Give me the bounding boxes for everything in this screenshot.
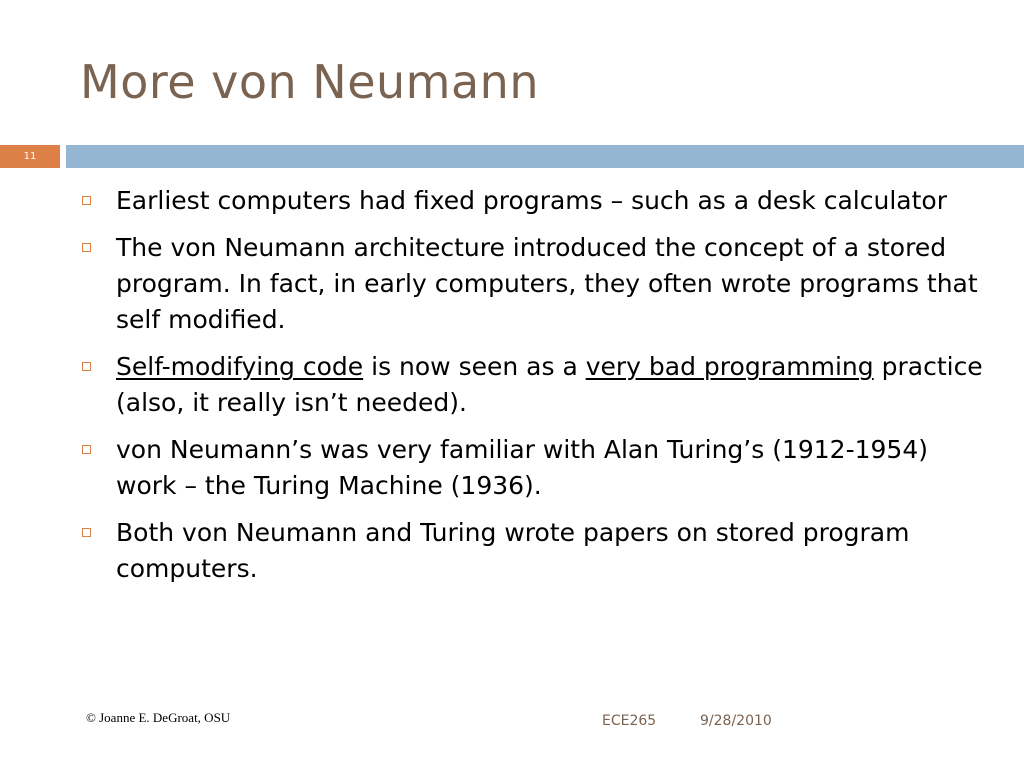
bullet-text: von Neumann’s was very familiar with Alan Turing’s (1912-1954) work – the Turing Machine (1936). — [116, 435, 928, 500]
bullet-item — [80, 515, 990, 587]
hollow-square-icon — [82, 196, 91, 205]
slide-number: 11 — [0, 145, 60, 168]
hollow-square-icon — [82, 445, 91, 454]
hollow-square-icon — [82, 528, 91, 537]
bullet-item — [80, 183, 990, 219]
footer-copyright: © Joanne E. DeGroat, OSU — [86, 710, 231, 725]
bullet-text: Earliest computers had fixed programs – such as a desk calculator — [116, 186, 947, 215]
bullet-text: Both von Neumann and Turing wrote papers on stored program computers. — [116, 518, 910, 583]
underlined-term-very-bad-programming: very bad programming — [585, 352, 874, 381]
bullet-text: practice (also, it really isn’t needed). — [116, 352, 983, 417]
hollow-square-icon — [82, 243, 91, 252]
bullet-item — [80, 432, 990, 504]
footer-course: ECE265 — [602, 713, 657, 729]
header-bar — [66, 145, 1024, 168]
footer-date: 9/28/2010 — [700, 713, 772, 729]
slide-title: More von Neumann — [80, 55, 539, 109]
underlined-term-self-modifying-code: Self-modifying code — [116, 352, 364, 381]
bullet-text: is now seen as a — [363, 352, 586, 381]
hollow-square-icon — [82, 362, 91, 371]
bullet-text: The von Neumann architecture introduced the concept of a stored program. In fact, in early computers, they often wrote programs that self modified. — [116, 233, 978, 334]
bullet-item — [80, 349, 990, 421]
bullet-item — [80, 230, 990, 338]
bullet-list — [80, 183, 990, 598]
